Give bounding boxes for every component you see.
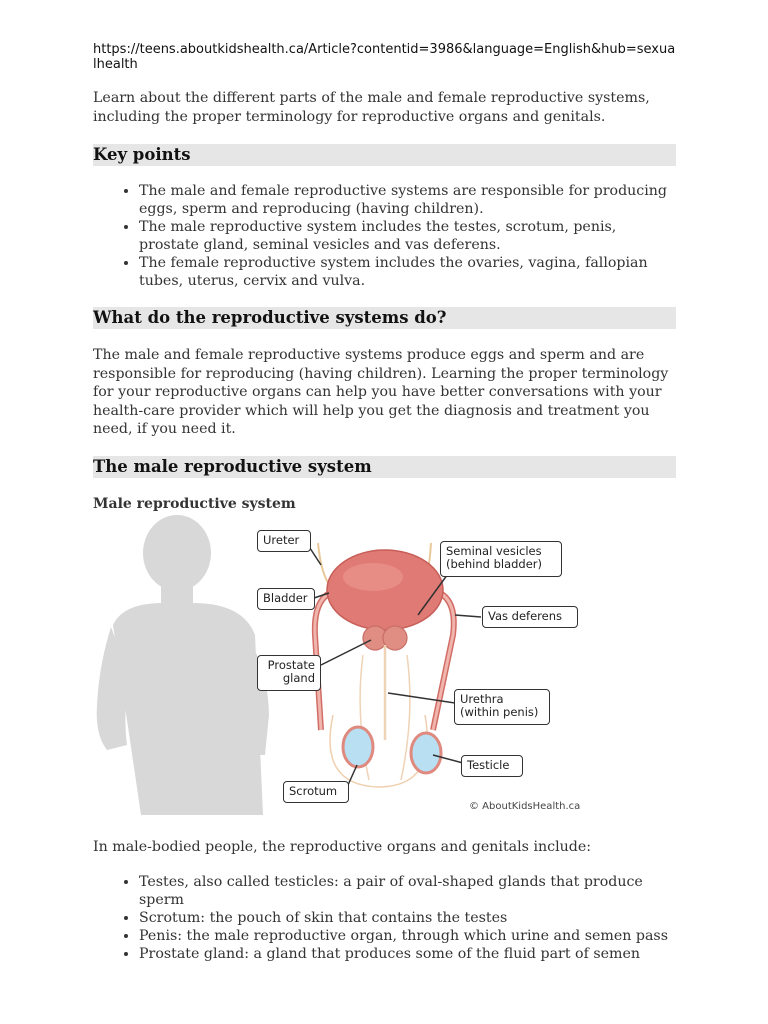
label-text: Testicle [467,757,510,772]
male-organs-lead: In male-bodied people, the reproductive organs and genitals include: [93,838,592,855]
label-testicle [461,755,523,777]
list-item: • The male and female reproductive systems are responsible for producing eggs, sperm and reproducing (having children). [139,182,676,218]
what-paragraph: The male and female reproductive systems produce eggs and sperm and are responsible for reproducing (having children). Learning the proper terminology for your reproductive organs can help you have better conversations with your health-care provider which will help you get the diagnosis and treatment you need, if you need it. [93,347,669,437]
key-points-list [93,182,676,290]
label-scrotum [283,781,349,803]
intro-paragraph: Learn about the different parts of the male and female reproductive systems, including the proper terminology for reproductive organs and genitals. [93,90,650,125]
label-text: Bladder [263,590,308,605]
label-text: Vas deferens [488,608,562,623]
label-prostate-gland [257,655,321,691]
male-anatomy-figure [93,515,593,820]
page-url[interactable]: https://teens.aboutkidshealth.ca/Article?contentid=3986&language=English&hub=sexualhealth [93,42,676,72]
label-text: Scrotum [289,783,338,798]
label-text: gland [282,670,315,685]
label-vas-deferens [482,606,578,628]
male-organs-list [93,873,676,963]
list-item: • The male reproductive system includes the testes, scrotum, penis, prostate gland, seminal vesicles and vas deferens. [139,218,676,254]
label-text: Urethra [460,691,504,706]
label-ureter [257,530,311,552]
label-text: (within penis) [460,704,539,719]
key-points-heading: Key points [93,144,676,166]
image-credit: © AboutKidsHealth.ca [469,800,581,812]
label-seminal-vesicles [440,541,562,577]
article-page [93,40,676,963]
list-item: • The female reproductive system includes the ovaries, vagina, fallopian tubes, uterus, cervix and vulva. [139,254,676,290]
list-item: • Scrotum: the pouch of skin that contains the testes [139,909,676,927]
male-system-heading: The male reproductive system [93,456,676,478]
label-text: Ureter [263,532,300,547]
label-urethra [454,689,550,725]
label-bladder [257,588,315,610]
list-item: • Testes, also called testicles: a pair of oval-shaped glands that produce sperm [139,873,676,909]
label-text: Prostate [267,657,315,672]
label-text: (behind bladder) [446,556,543,571]
label-text: Seminal vesicles [446,543,542,558]
list-item: • Prostate gland: a gland that produces some of the fluid part of semen [139,945,676,963]
what-heading: What do the reproductive systems do? [93,307,676,329]
body-silhouette [97,515,269,815]
figure-title: Male reproductive system [93,495,296,512]
list-item: • Penis: the male reproductive organ, through which urine and semen pass [139,927,676,945]
